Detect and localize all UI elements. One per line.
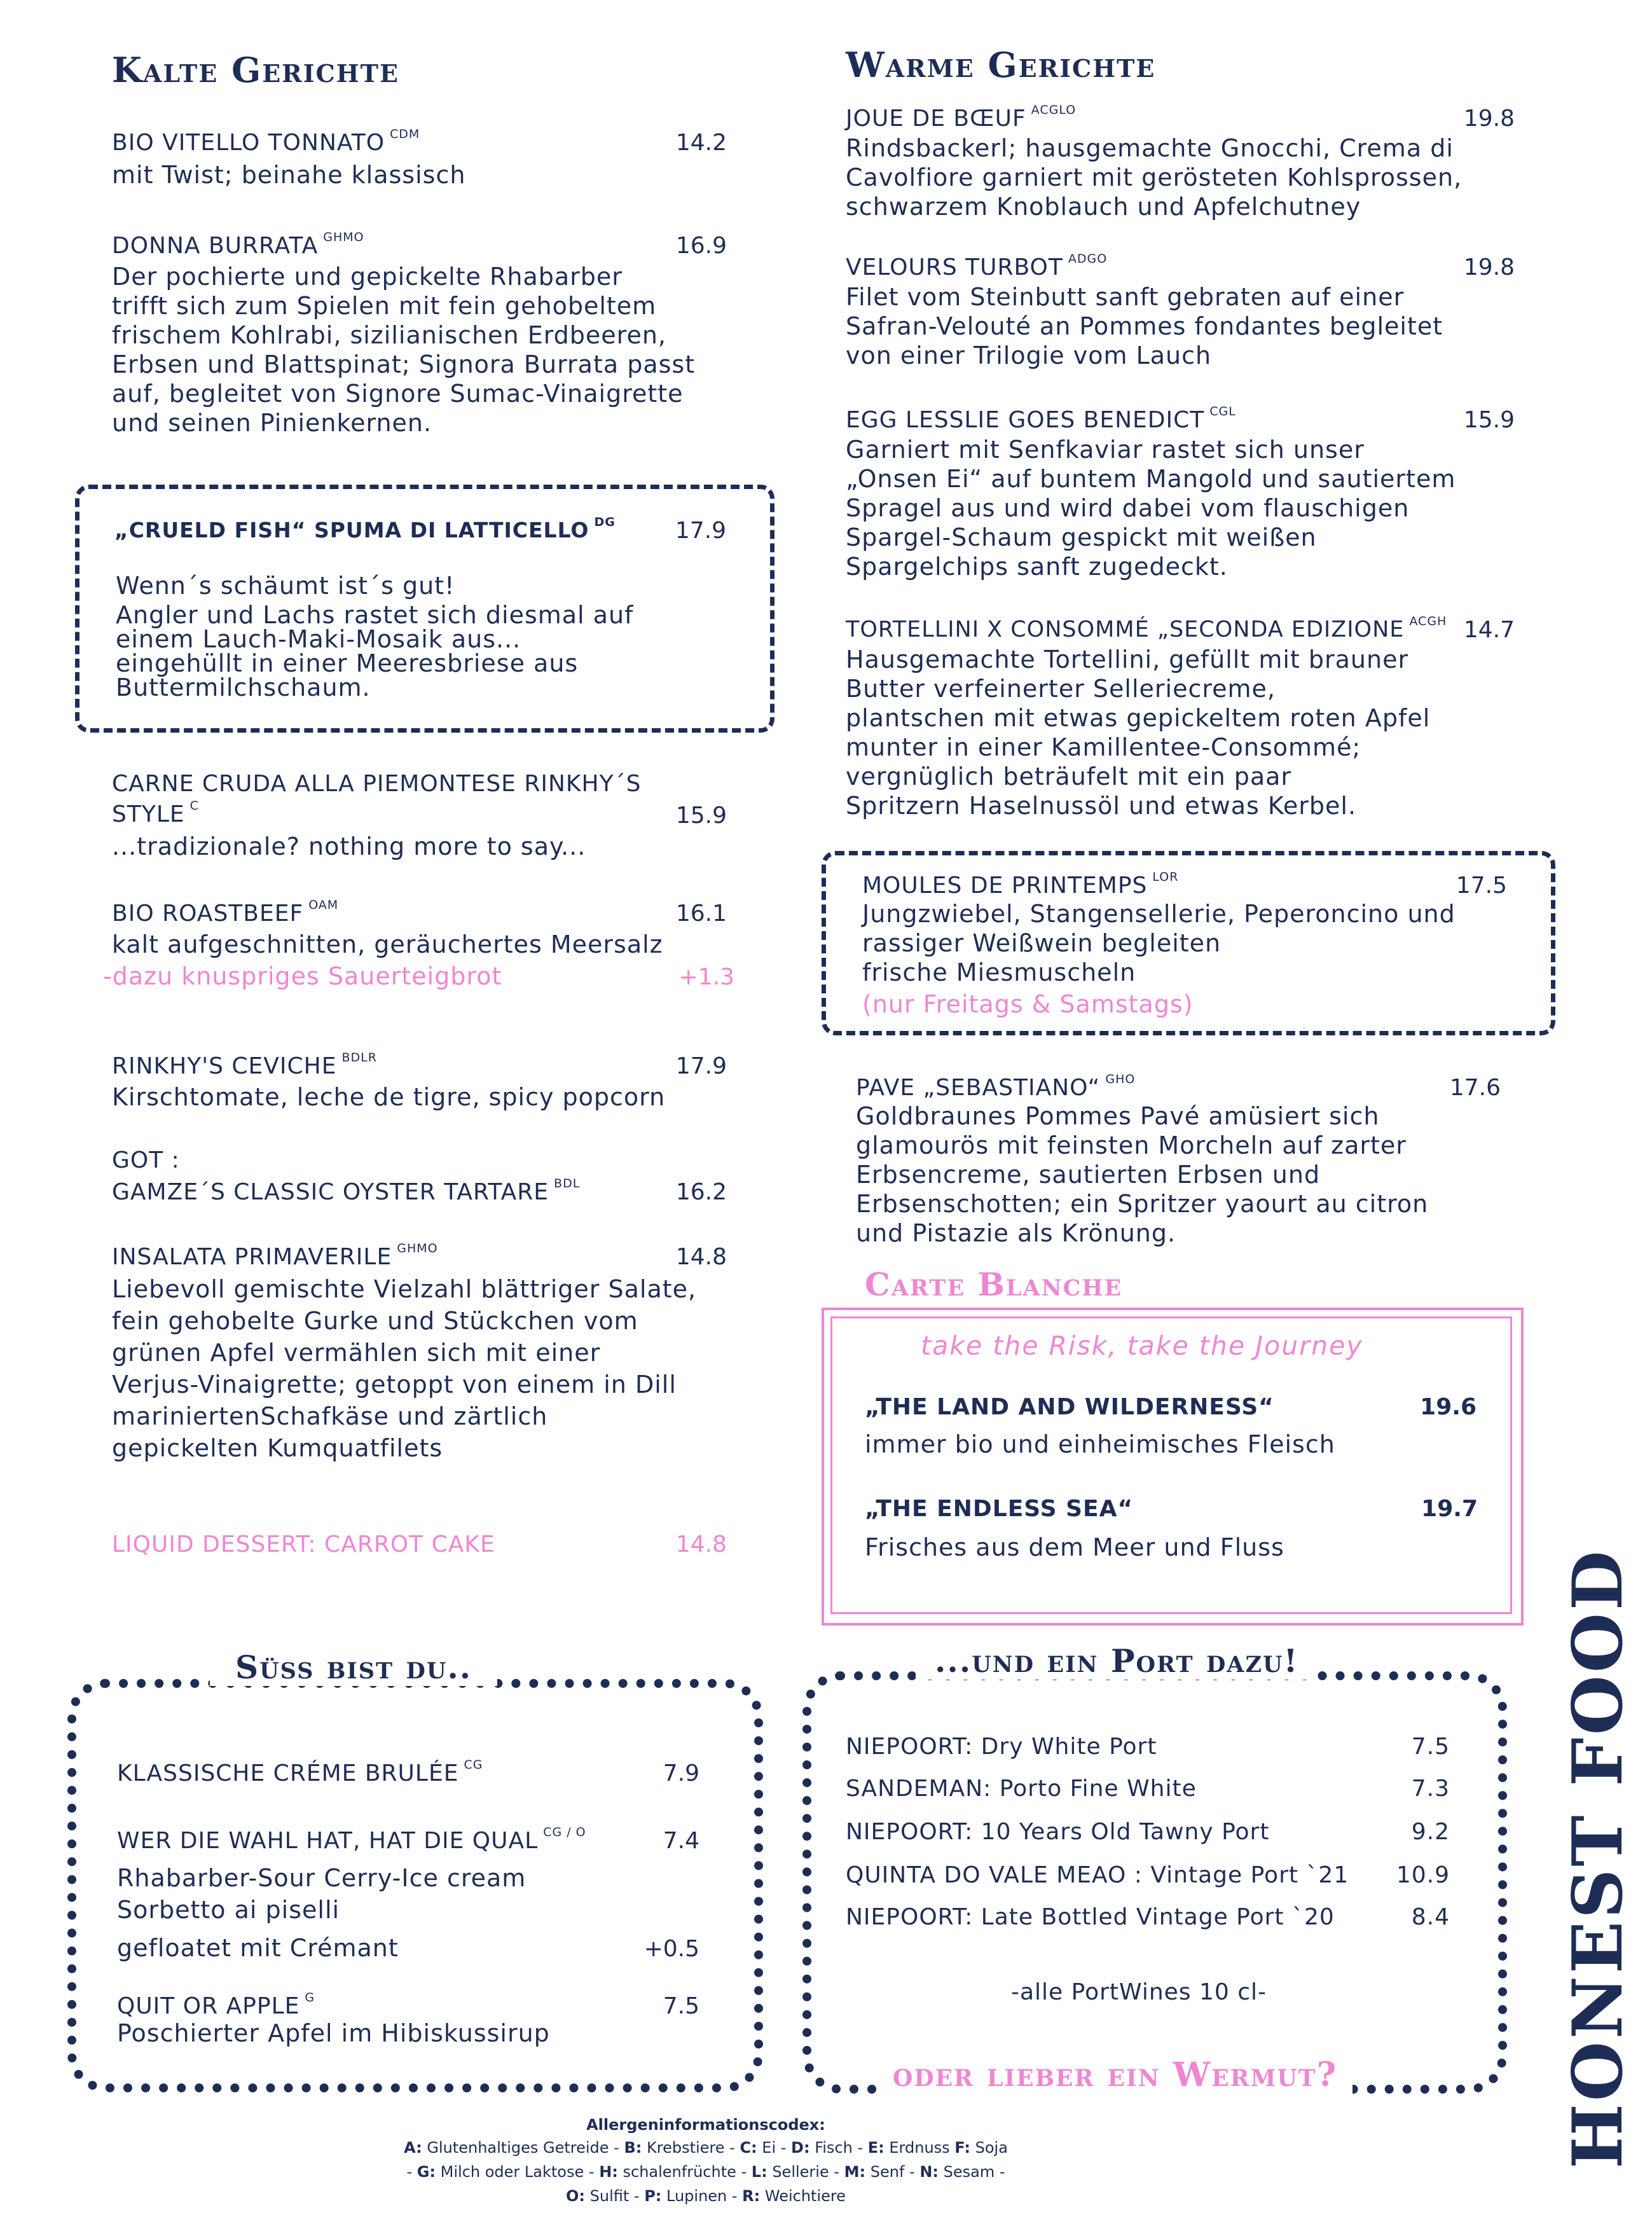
allergen-label: Fisch - xyxy=(809,2139,868,2157)
menu-item-price: 16.1 xyxy=(675,901,727,927)
allergen-label: Sesam - xyxy=(939,2163,1005,2181)
menu-item-description: Poschierter Apfel im Hibiskussirup xyxy=(117,2019,550,2047)
allergen-label: schalenfrüchte - xyxy=(617,2163,752,2181)
menu-item-title: VELOURS TURBOT $^{ADGO}$ xyxy=(846,252,1108,280)
menu-item-price: 14.2 xyxy=(675,130,727,156)
allergen-code: H: xyxy=(599,2163,618,2181)
menu-item-price: 7.9 xyxy=(663,1760,699,1786)
section-heading-port: ...und ein Port dazu! xyxy=(935,1642,1299,1680)
port-price: 7.3 xyxy=(1411,1776,1450,1802)
allergen-line xyxy=(356,2184,1056,2208)
menu-item-description: Filet vom Steinbutt sanft gebraten auf einer Safran-Velouté an Pommes fondantes begleitet von einer Trilogie vom Lauch xyxy=(846,283,1443,370)
menu-item-title: „THE LAND AND WILDERNESS“ xyxy=(865,1394,1274,1420)
menu-item-title: TORTELLINI X CONSOMMÉ „SECONDA EDIZIONE $^{ACGH}$ xyxy=(846,614,1447,642)
brand-vertical-text: HONEST FOOD xyxy=(1558,1548,1638,2169)
port-name: NIEPOORT: Late Bottled Vintage Port `20 xyxy=(846,1904,1335,1930)
section-heading-warme: Warme Gerichte xyxy=(846,45,1156,85)
allergen-label: Krebstiere - xyxy=(642,2139,740,2157)
port-name: NIEPOORT: Dry White Port xyxy=(846,1734,1157,1760)
menu-item-description: Angler und Lachs rastet sich diesmal auf einem Lauch-Maki-Mosaik aus... eingehüllt in einer Meeresbriese aus Buttermilchschaum. xyxy=(116,601,634,701)
menu-item-title: BIO ROASTBEEF $^{OAM}$ xyxy=(112,898,339,927)
menu-item-description: Jungzwiebel, Stangensellerie, Peperoncino und rassiger Weißwein begleiten frische Miesmuscheln xyxy=(862,900,1456,986)
menu-item-title: CARNE CRUDA ALLA PIEMONTESE RINKHY´S xyxy=(112,771,642,797)
allergen-label: Ei - xyxy=(757,2139,792,2157)
section-heading-suess: Süss bist du.. xyxy=(235,1648,472,1686)
menu-item-title: STYLE $^C$ xyxy=(112,799,199,827)
carte-blanche-heading-wrap xyxy=(852,1266,1135,1303)
allergen-code: R: xyxy=(742,2187,761,2205)
section-heading-carte-blanche: Carte Blanche xyxy=(865,1266,1123,1303)
allergen-code: N: xyxy=(919,2163,939,2181)
allergen-code: A: xyxy=(404,2139,422,2157)
menu-item-description: Der pochierte und gepickelte Rhabarber trifft sich zum Spielen mit fein gehobeltem frischem Kohlrabi, sizilianischen Erdbeeren, Erbsen und Blattspinat; Signora Burrata passt auf, begleitet von Signore Sumac-Vinaigrette und seinen Pinienkernen. xyxy=(112,263,696,437)
carte-blanche-subtitle: take the Risk, take the Journey xyxy=(921,1330,1363,1361)
port-row xyxy=(846,1862,1450,1888)
menu-item-price: 14.8 xyxy=(675,1244,727,1270)
allergen-label: Soja xyxy=(970,2139,1008,2157)
allergen-label: Sellerie - xyxy=(767,2163,844,2181)
menu-item-price: 15.9 xyxy=(1463,407,1515,433)
port-footer-text: oder lieber ein Wermut? xyxy=(893,2055,1338,2094)
port-price: 7.5 xyxy=(1411,1734,1450,1760)
allergen-code: B: xyxy=(624,2139,642,2157)
menu-item-title: GOT : xyxy=(112,1147,180,1173)
menu-item-addon-price: +0.5 xyxy=(644,1936,699,1962)
menu-item-title: KLASSISCHE CRÉME BRULÉE $^{CG}$ xyxy=(117,1758,483,1786)
menu-item-addon: gefloatet mit Crémant xyxy=(117,1934,399,1962)
menu-item-title: GAMZE´S CLASSIC OYSTER TARTARE $^{BDL}$ xyxy=(112,1177,581,1205)
menu-item-price: 16.2 xyxy=(675,1179,727,1205)
allergen-code: G: xyxy=(416,2163,436,2181)
menu-item-title: WER DIE WAHL HAT, HAT DIE QUAL $^{CG / O}$ xyxy=(117,1825,586,1854)
port-name: SANDEMAN: Porto Fine White xyxy=(846,1776,1197,1802)
menu-item-title: DONNA BURRATA $^{GHMO}$ xyxy=(112,230,364,259)
allergen-label: Erdnuss xyxy=(884,2139,955,2157)
allergen-label: Milch oder Laktose - xyxy=(436,2163,600,2181)
menu-item-description: Frisches aus dem Meer und Fluss xyxy=(865,1533,1284,1561)
allergen-line xyxy=(356,2160,1056,2184)
menu-item-description: kalt aufgeschnitten, geräuchertes Meersalz xyxy=(112,930,663,958)
port-price: 9.2 xyxy=(1411,1819,1450,1845)
menu-item-title: QUIT OR APPLE $^G$ xyxy=(117,1991,315,2019)
menu-item-description: Garniert mit Senfkaviar rastet sich unser „Onsen Ei“ auf buntem Mangold und sautiertem Spragel aus und wird dabei vom flauschigen Spargel-Schaum gespickt mit weißen Spargelchips sanft zugedeckt. xyxy=(846,436,1456,581)
allergen-line xyxy=(356,2136,1056,2160)
port-name: QUINTA DO VALE MEAO : Vintage Port `21 xyxy=(846,1862,1349,1888)
menu-item-description: Wenn´s schäumt ist´s gut! xyxy=(116,572,455,600)
allergen-label: Glutenhaltiges Getreide - xyxy=(422,2139,624,2157)
port-price: 10.9 xyxy=(1396,1862,1450,1888)
menu-item-title: MOULES DE PRINTEMPS $^{LOR}$ xyxy=(862,870,1179,899)
allergen-label: Sulfit - xyxy=(585,2187,645,2205)
menu-item-note: (nur Freitags & Samstags) xyxy=(862,990,1194,1018)
port-note: -alle PortWines 10 cl- xyxy=(1011,1979,1267,2005)
allergen-code: M: xyxy=(844,2163,866,2181)
port-footer-wrap xyxy=(878,2055,1353,2094)
allergen-label: Lupinen - xyxy=(661,2187,743,2205)
allergen-code: C: xyxy=(740,2139,757,2157)
port-row xyxy=(846,1819,1450,1845)
menu-item-price: 19.7 xyxy=(1421,1496,1478,1522)
dessert-heading-wrap xyxy=(210,1648,497,1686)
menu-item-price: 17.9 xyxy=(675,1053,727,1079)
menu-item-price: 7.4 xyxy=(663,1828,699,1854)
menu-item-price: 7.5 xyxy=(663,1993,699,2019)
allergen-code: F: xyxy=(954,2139,970,2157)
menu-item-addon-price: +1.3 xyxy=(678,964,734,990)
menu-item-title: „THE ENDLESS SEA“ xyxy=(865,1496,1134,1522)
menu-item-price: 17.5 xyxy=(1456,873,1507,899)
menu-item-description: Rindsbackerl; hausgemachte Gnocchi, Crema di Cavolfiore garniert mit gerösteten Kohlsprossen, schwarzem Knoblauch und Apfelchutney xyxy=(846,134,1463,221)
menu-item-price: 14.7 xyxy=(1463,617,1515,643)
menu-item-description: mit Twist; beinahe klassisch xyxy=(112,161,466,189)
menu-item-description: Hausgemachte Tortellini, gefüllt mit brauner Butter verfeinerter Selleriecreme, plantschen mit etwas gepickeltem roten Apfel munter in einer Kamillentee-Consommé; vergnüglich beträufelt mit ein paar Spritzern Haselnussöl und etwas Kerbel. xyxy=(846,646,1431,820)
allergen-label: - xyxy=(406,2163,417,2181)
port-price: 8.4 xyxy=(1411,1904,1450,1930)
menu-item-description: immer bio und einheimisches Fleisch xyxy=(865,1430,1335,1458)
menu-item-price: 17.6 xyxy=(1449,1075,1501,1101)
menu-item-price: 15.9 xyxy=(675,803,727,829)
allergen-code: E: xyxy=(867,2139,885,2157)
menu-item-description: Goldbraunes Pommes Pavé amüsiert sich glamourös mit feinsten Morcheln auf zarter Erbsencreme, sautierten Erbsen und Erbsenschotten; ein Spritzer yaourt au citron und Pistazie als Krönung. xyxy=(856,1102,1429,1247)
menu-item-title: BIO VITELLO TONNATO $^{CDM}$ xyxy=(112,127,420,156)
menu-item-title: INSALATA PRIMAVERILE $^{GHMO}$ xyxy=(112,1241,438,1270)
menu-item-title: RINKHY'S CEVICHE $^{BDLR}$ xyxy=(112,1051,377,1079)
menu-item-price: 19.8 xyxy=(1463,106,1515,132)
port-row xyxy=(846,1776,1450,1802)
menu-item-description: Kirschtomate, leche de tigre, spicy popcorn xyxy=(112,1083,666,1111)
menu-item-title: JOUE DE BŒUF $^{ACGLO}$ xyxy=(846,103,1077,132)
menu-item-title: LIQUID DESSERT: CARROT CAKE xyxy=(112,1531,495,1558)
menu-item-description: Liebevoll gemischte Vielzahl blättriger Salate, fein gehobelte Gurke und Stückchen vom grünen Apfel vermählen sich mit einer Verjus-Vinaigrette; getoppt von einem in Dill mariniertenSchafkäse und zärtlich gepickelten Kumquatfilets xyxy=(112,1275,697,1462)
menu-item-price: 19.8 xyxy=(1463,254,1515,280)
section-heading-kalte: Kalte Gerichte xyxy=(112,50,399,90)
port-row xyxy=(846,1734,1450,1760)
menu-item-title: PAVE „SEBASTIANO“ $^{GHO}$ xyxy=(856,1072,1136,1101)
port-heading-wrap xyxy=(916,1642,1318,1680)
allergen-code: P: xyxy=(644,2187,662,2205)
menu-item-addon: -dazu knuspriges Sauerteigbrot xyxy=(103,962,502,990)
menu-item-title: „CRUELD FISH“ SPUMA DI LATTICELLO $^{DG}$ xyxy=(114,515,616,542)
allergen-label: Weichtiere xyxy=(760,2187,846,2205)
menu-item-price: 16.9 xyxy=(675,233,727,259)
menu-item-title: EGG LESSLIE GOES BENEDICT $^{CGL}$ xyxy=(846,404,1236,433)
allergen-code: D: xyxy=(791,2139,810,2157)
allergen-title: Allergeninformationscodex: xyxy=(586,2116,825,2134)
menu-item-price: 14.8 xyxy=(675,1531,727,1558)
carte-blanche-inner-frame xyxy=(830,1316,1512,1614)
menu-item-price: 17.9 xyxy=(675,518,726,544)
port-row xyxy=(846,1904,1450,1930)
port-name: NIEPOORT: 10 Years Old Tawny Port xyxy=(846,1819,1270,1845)
menu-item-price: 19.6 xyxy=(1420,1394,1476,1420)
menu-item-description: ...tradizionale? nothing more to say... xyxy=(112,832,586,860)
allergen-label: Senf - xyxy=(865,2163,920,2181)
menu-item-description: Rhabarber-Sour Cerry-Ice cream Sorbetto ai piselli xyxy=(117,1864,527,1924)
allergen-code: L: xyxy=(751,2163,767,2181)
allergen-code: O: xyxy=(566,2187,585,2205)
